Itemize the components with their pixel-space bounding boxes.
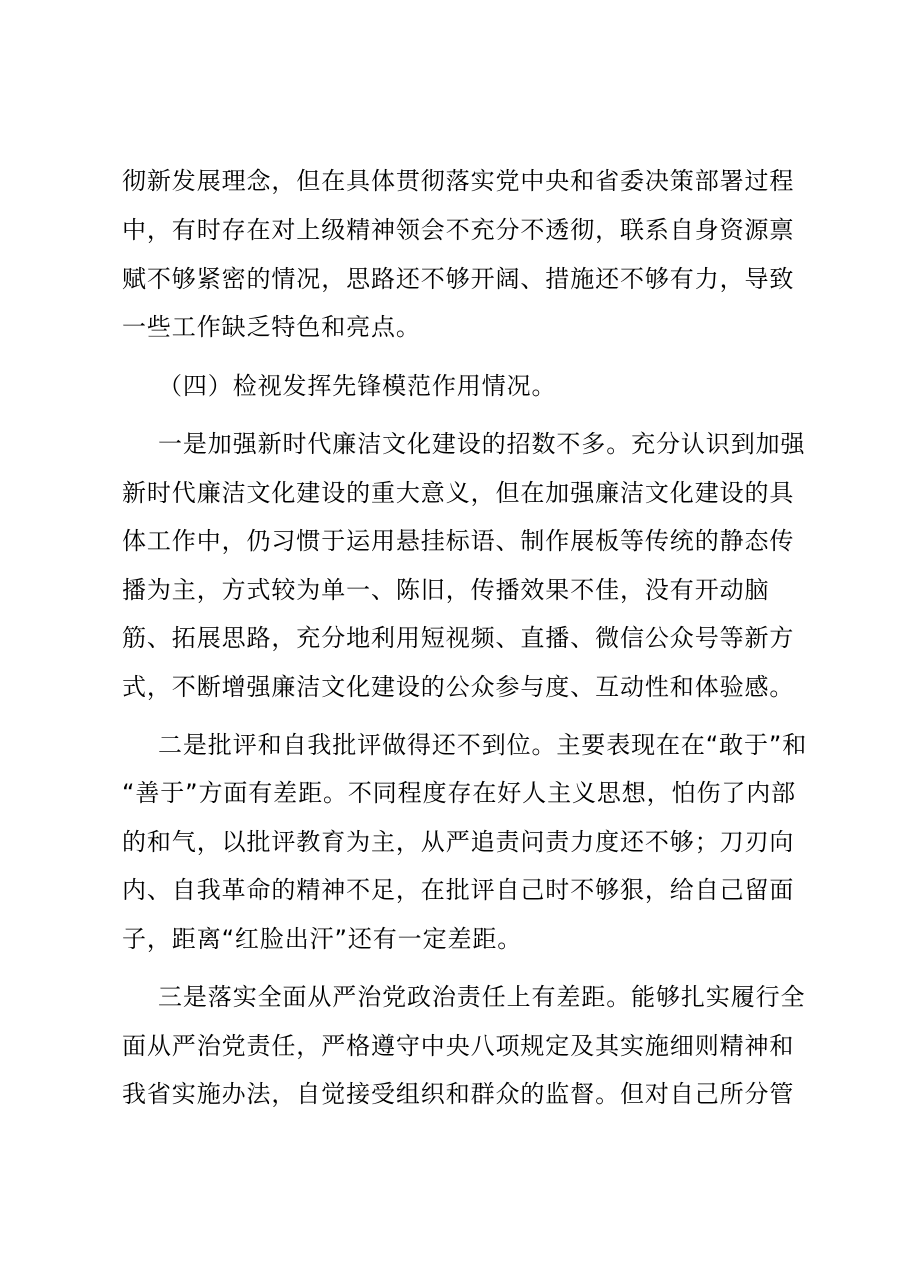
- text-line: “善于”方面有差距。不同程度存在好人主义思想，怕伤了内部: [122, 779, 797, 807]
- text-line: 三是落实全面从严治党政治责任上有差距。能够扎实履行全: [158, 983, 806, 1011]
- text-line: 筋、拓展思路，充分地利用短视频、直播、微信公众号等新方: [122, 624, 795, 652]
- text-line: 新时代廉洁文化建设的重大意义，但在加强廉洁文化建设的具: [122, 479, 795, 507]
- section-heading: （四）检视发挥先锋模范作用情况。: [158, 372, 557, 400]
- text-line: 播为主，方式较为单一、陈旧，传播效果不佳，没有开动脑: [122, 576, 770, 604]
- text-line: 一是加强新时代廉洁文化建设的招数不多。充分认识到加强: [158, 430, 806, 458]
- text-line: 赋不够紧密的情况，思路还不够开阔、措施还不够有力，导致: [122, 265, 795, 293]
- text-line: 的和气，以批评教育为主，从严追责问责力度还不够；刀刃向: [122, 828, 795, 856]
- text-line: 内、自我革命的精神不足，在批评自己时不够狠，给自己留面: [122, 876, 795, 904]
- text-line: 我省实施办法，自觉接受组织和群众的监督。但对自己所分管: [122, 1080, 795, 1108]
- text-line: 一些工作缺乏特色和亮点。: [122, 313, 421, 341]
- text-line: 式，不断增强廉洁文化建设的公众参与度、互动性和体验感。: [122, 673, 795, 701]
- text-line: 彻新发展理念，但在具体贯彻落实党中央和省委决策部署过程: [122, 167, 795, 195]
- text-line: 体工作中，仍习惯于运用悬挂标语、制作展板等传统的静态传: [122, 527, 795, 555]
- text-line: 二是批评和自我批评做得还不到位。主要表现在在“敢于”和: [158, 731, 808, 759]
- text-line: 子，距离“红脸出汗”还有一定差距。: [122, 925, 523, 953]
- text-line: 面从严治党责任，严格遵守中央八项规定及其实施细则精神和: [122, 1032, 795, 1060]
- text-line: 中，有时存在对上级精神领会不充分不透彻，联系自身资源禀: [122, 216, 795, 244]
